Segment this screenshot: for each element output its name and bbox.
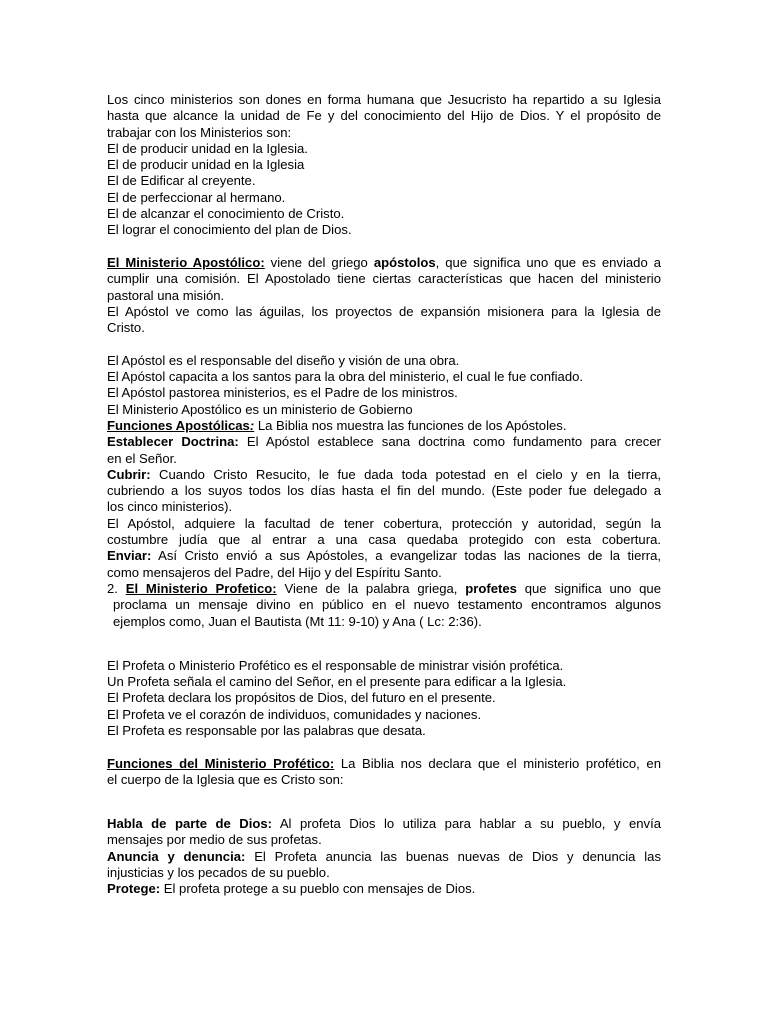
purpose-item: El lograr el conocimiento del plan de Dios. (107, 222, 352, 238)
apostolos-term: apóstolos (373, 254, 436, 270)
apostolic-paragraph-line: cumplir una comisión. El Apostolado tiene ciertas características que hacen del ministerio (107, 271, 661, 287)
protect-label: Protege (107, 881, 156, 897)
intro-line: hasta que alcance la unidad de Fe y del conocimiento del Hijo de Dios. Y el propósito de (107, 108, 661, 124)
apostolic-role: El Apóstol es el responsable del diseño y visión de una obra. (107, 352, 460, 368)
intro-line: trabajar con los Ministerios son: (107, 124, 292, 140)
faculty-line: El Apóstol, adquiere la facultad de tener cobertura, protección y autoridad, según la (107, 515, 661, 531)
cover-line: cubriendo a los suyos todos los días hasta el fin del mundo. (Este poder fue delegado a (107, 483, 661, 499)
doctrine-label: Establecer Doctrina: (107, 434, 239, 450)
prophetic-heading: El Ministerio Profetico: (125, 580, 277, 596)
prophetic-role: El Profeta ve el corazón de individuos, comunidades y naciones. (107, 706, 482, 722)
announce-line: injusticias y los pecados de su pueblo. (107, 865, 330, 881)
prophetic-paragraph-line: ejemplos como, Juan el Bautista (Mt 11: 9-10) y Ana ( Lc: 2:36). (113, 613, 482, 629)
prophetic-paragraph-line: proclama un mensaje divino en público en el nuevo testamento encontramos algunos (113, 597, 661, 613)
apostolic-role: El Apóstol pastorea ministerios, es el Padre de los ministros. (107, 385, 458, 401)
send-line: Enviar: Así Cristo envió a sus Apóstoles, a evangelizar todas las naciones de la tierra, (107, 548, 661, 564)
announce-label: Anuncia y denuncia (107, 848, 242, 864)
purpose-item: El de Edificar al creyente. (107, 173, 256, 189)
prophetic-functions-heading: Funciones del Ministerio Profético: (107, 755, 335, 771)
apostolic-role: El Apóstol capacita a los santos para la obra del ministerio, el cual le fue confiado. (107, 369, 584, 385)
apostolic-role: El Ministerio Apostólico es un ministerio de Gobierno (107, 401, 413, 417)
purpose-item: El de producir unidad en la Iglesia. (107, 140, 308, 156)
prophetic-role: El Profeta es responsable por las palabras que desata. (107, 722, 426, 738)
section-number: 2. (107, 580, 126, 596)
apostolic-functions-heading: Funciones Apostólicas (107, 417, 250, 433)
prophetic-role: El Profeta o Ministerio Profético es el responsable de ministrar visión profética. (107, 657, 564, 673)
purpose-item: El de producir unidad en la Iglesia (107, 157, 305, 173)
prophetic-paragraph-line: 2. El Ministerio Profetico: Viene de la palabra griega, profetes que significa uno que (107, 580, 661, 596)
prophetic-functions-line: el cuerpo de la Iglesia que es Cristo son: (107, 771, 344, 787)
profetes-term: profetes (465, 580, 517, 596)
purpose-item: El de alcanzar el conocimiento de Cristo. (107, 206, 345, 222)
apostolic-paragraph-line: Cristo. (107, 320, 145, 336)
faculty-line: costumbre judía que al entrar a una casa quedaba protegido con esta cobertura. (107, 532, 661, 548)
doctrine-line: Establecer Doctrina: El Apóstol establece sana doctrina como fundamento para crecer (107, 434, 661, 450)
speaks-label: Habla de parte de Dios: (107, 816, 273, 832)
apostolic-paragraph-line: pastoral una misión. (107, 287, 225, 303)
send-label: Enviar: (107, 548, 152, 564)
speaks-line: mensajes por medio de sus profetas. (107, 832, 322, 848)
announce-line: Anuncia y denuncia: El Profeta anuncia las buenas nuevas de Dios y denuncia las (107, 848, 661, 864)
apostolic-heading: El Ministerio Apostólico: (107, 254, 265, 270)
doctrine-line: en el Señor. (107, 450, 177, 466)
intro-line: Los cinco ministerios son dones en forma humana que Jesucristo ha repartido a su Iglesia (107, 92, 661, 107)
prophetic-role: El Profeta declara los propósitos de Dios, del futuro en el presente. (107, 690, 496, 706)
cover-line: Cubrir: Cuando Cristo Resucito, le fue dada toda potestad en el cielo y en la tierra, (107, 466, 661, 482)
cover-line: los cinco ministerios). (107, 499, 233, 515)
apostolic-paragraph-line: El Apóstol ve como las águilas, los proyectos de expansión misionera para la Iglesia de (107, 303, 661, 319)
cover-label: Cubrir: (107, 466, 151, 482)
prophetic-functions-line: Funciones del Ministerio Profético: La Biblia nos declara que el ministerio profético, en (107, 755, 661, 771)
protect-line: Protege: El profeta protege a su pueblo con mensajes de Dios. (107, 881, 476, 897)
speaks-line: Habla de parte de Dios: Al profeta Dios lo utiliza para hablar a su pueblo, y envía (107, 816, 661, 832)
purpose-item: El de perfeccionar al hermano. (107, 189, 286, 205)
send-line: como mensajeros del Padre, del Hijo y del Espíritu Santo. (107, 564, 442, 580)
prophetic-role: Un Profeta señala el camino del Señor, en el presente para edificar a la Iglesia. (107, 674, 567, 690)
apostolic-paragraph-line: El Ministerio Apostólico: viene del griego apóstolos, que significa uno que es enviado a (107, 254, 661, 270)
apostolic-functions-line: Funciones Apostólicas: La Biblia nos muestra las funciones de los Apóstoles. (107, 417, 567, 433)
